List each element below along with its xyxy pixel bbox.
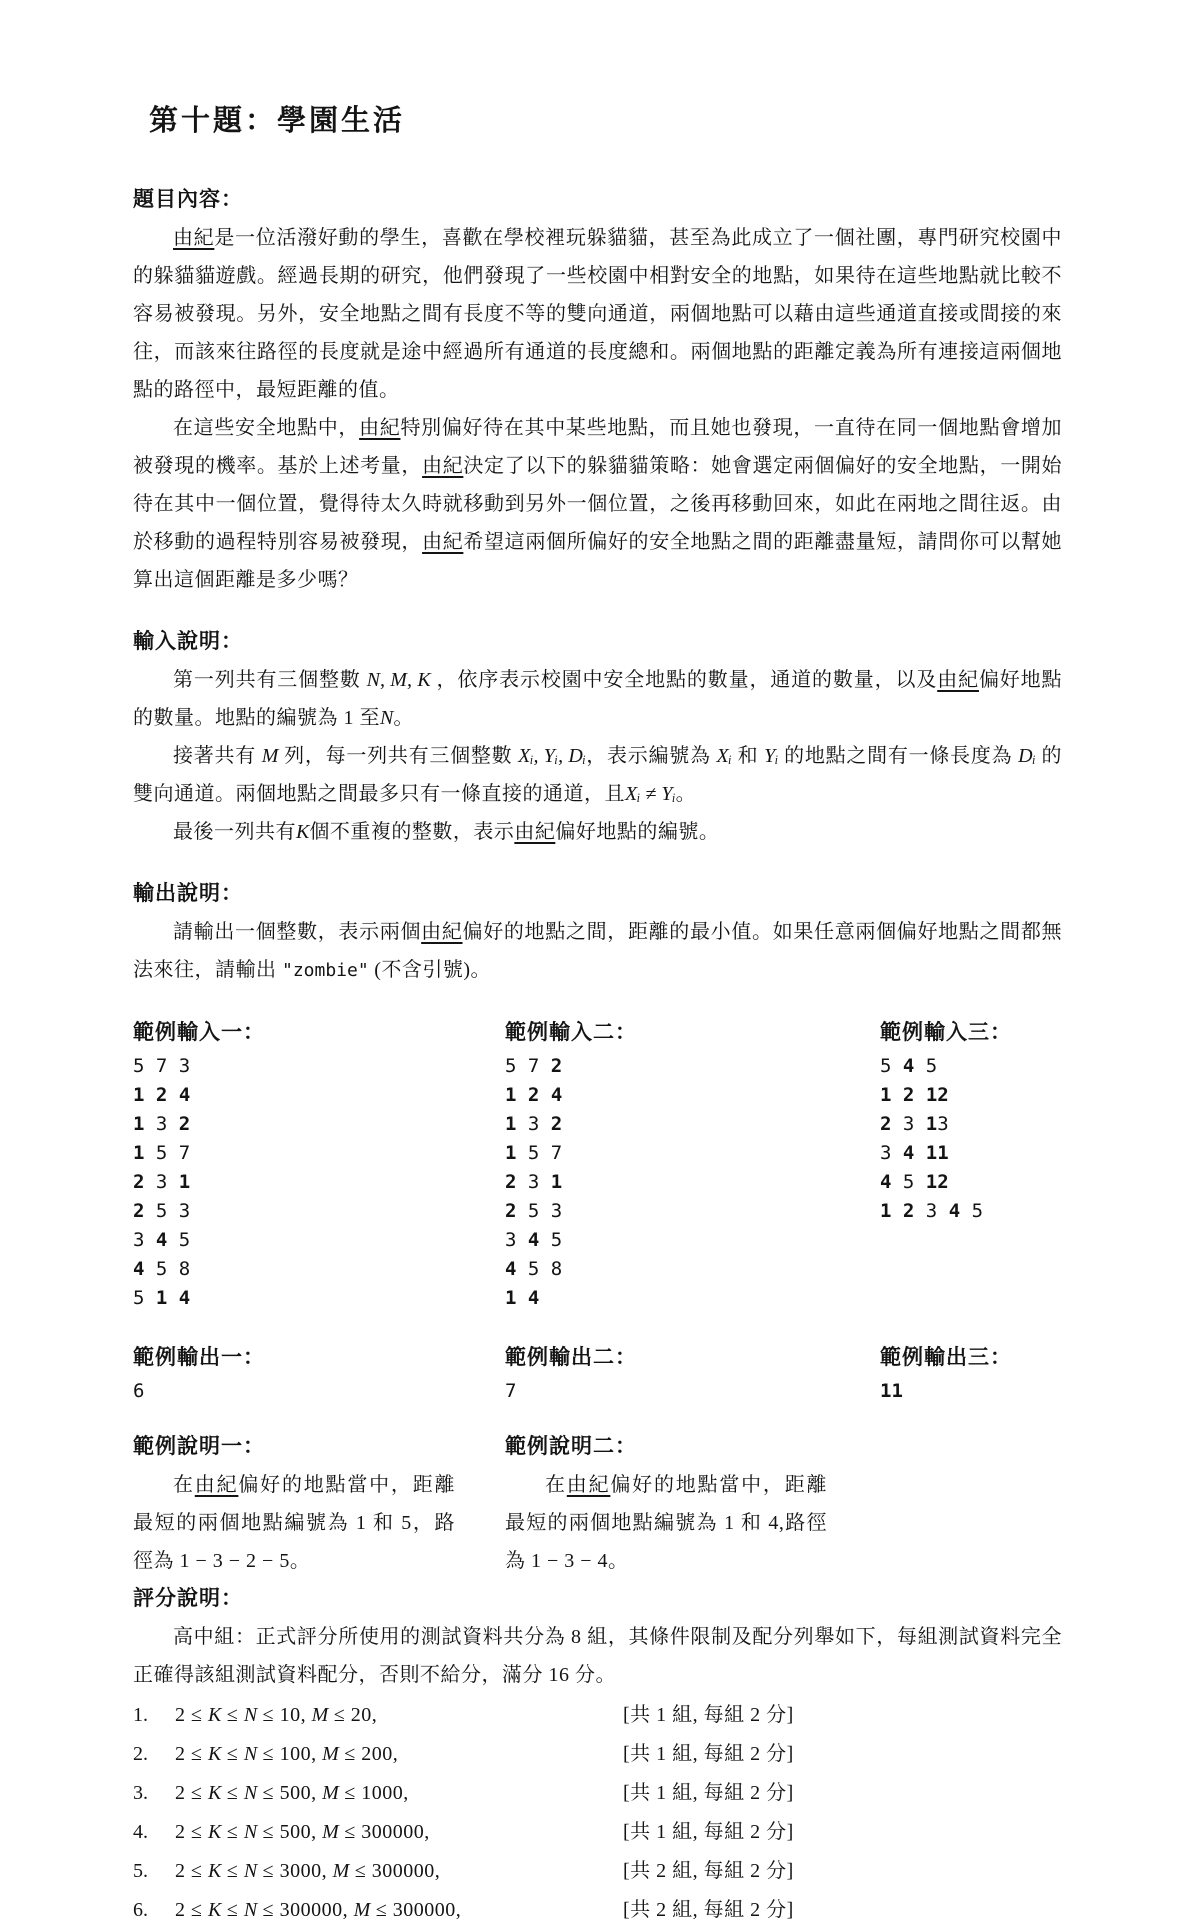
sample-code-line: 4 5 8 xyxy=(505,1258,563,1280)
scoring-item-number: 1. xyxy=(133,1704,148,1726)
sample-code-line: 3 4 11 xyxy=(880,1142,949,1164)
scoring-item-constraint: 2 ≤ K ≤ N ≤ 300000, M ≤ 300000, xyxy=(175,1899,462,1921)
sample-code-line: 1 2 4 xyxy=(133,1084,191,1106)
scoring-item-constraint: 2 ≤ K ≤ N ≤ 100, M ≤ 200, xyxy=(175,1743,399,1765)
scoring-intro: 高中組：正式評分所使用的測試資料共分為 8 組，其條件限制及配分列舉如下，每組測試資料完全正確得該組測試資料配分，否則不給分，滿分 16 分。 xyxy=(133,1626,1062,1686)
sample-note-2-text: 在由紀偏好的地點當中，距離最短的兩個地點編號為 1 和 4,路徑為 1 − 3 − 4。 xyxy=(505,1474,828,1572)
sample-note-1-text: 在由紀偏好的地點當中，距離最短的兩個地點編號為 1 和 5，路徑為 1 − 3 − 2 − 5。 xyxy=(133,1474,456,1572)
sample-note-1 xyxy=(133,1430,505,1580)
sample-code-line: 1 2 4 xyxy=(505,1084,563,1106)
sample-note-1-heading: 範例說明一： xyxy=(133,1434,265,1458)
sample-note-3-empty xyxy=(880,1430,1062,1580)
section-heading-scoring: 評分說明： xyxy=(133,1586,243,1610)
sample-code-line: 2 3 1 xyxy=(133,1171,191,1193)
scoring-item-number: 2. xyxy=(133,1743,148,1765)
input-paragraph-3: 最後一列共有K個不重複的整數，表示由紀偏好地點的編號。 xyxy=(173,821,720,843)
sample-code-line: 1 5 7 xyxy=(505,1142,563,1164)
section-output-spec xyxy=(133,877,1062,990)
sample-note-2 xyxy=(505,1430,880,1580)
sample-code-line: 1 2 3 4 5 xyxy=(880,1200,984,1222)
sample-code-line: 1 3 2 xyxy=(505,1113,563,1135)
sample-code-line: 4 5 8 xyxy=(133,1258,191,1280)
problem-paragraph-2: 在這些安全地點中，由紀特別偏好待在其中某些地點，而且她也發現，一直待在同一個地點會增加被發現的機率。基於上述考量，由紀決定了以下的躲貓貓策略：她會選定兩個偏好的安全地點，一開始待在其中一個位置，覺得待太久時就移動到另外一個位置，之後再移動回來，如此在兩地之間往返。由於移動的過程特別容易被發現，由紀希望這兩個所偏好的安全地點之間的距離盡量短，請問你可以幫她算出這個距離是多少嗎？ xyxy=(133,417,1063,591)
sample-input-2-code xyxy=(505,1052,880,1313)
sample-code-line: 2 5 3 xyxy=(505,1200,563,1222)
sample-code-line: 2 5 3 xyxy=(133,1200,191,1222)
scoring-item-constraint: 2 ≤ K ≤ N ≤ 500, M ≤ 1000, xyxy=(175,1782,409,1804)
problem-paragraph-1: 由紀是一位活潑好動的學生，喜歡在學校裡玩躲貓貓，甚至為此成立了一個社團，專門研究校園中的躲貓貓遊戲。經過長期的研究，他們發現了一些校園中相對安全的地點，如果待在這些地點就比較不容易被發現。另外，安全地點之間有長度不等的雙向通道，兩個地點可以藉由這些通道直接或間接的來往，而該來往路徑的長度就是途中經過所有通道的長度總和。兩個地點的距離定義為所有連接這兩個地點的路徑中，最短距離的值。 xyxy=(133,227,1063,401)
sample-code-line: 5 4 5 xyxy=(880,1055,938,1077)
scoring-item-points: [共 1 組, 每組 2 分] xyxy=(623,1782,794,1804)
scoring-item-number: 6. xyxy=(133,1899,148,1921)
section-heading-input: 輸入說明： xyxy=(133,629,243,653)
sample-input-3-heading: 範例輸入三： xyxy=(880,1020,1012,1044)
scoring-item-points: [共 2 組, 每組 2 分] xyxy=(623,1899,794,1921)
sample-code-line: 5 1 4 xyxy=(133,1287,191,1309)
sample-input-1 xyxy=(133,1016,505,1313)
scoring-item-points: [共 1 組, 每組 2 分] xyxy=(623,1704,794,1726)
sample-output-3-heading: 範例輸出三： xyxy=(880,1345,1012,1369)
section-heading-output: 輸出說明： xyxy=(133,881,243,905)
sample-code-line: 4 5 12 xyxy=(880,1171,949,1193)
sample-output-1-value: 6 xyxy=(133,1380,145,1402)
sample-note-2-heading: 範例說明二： xyxy=(505,1434,637,1458)
section-input-spec xyxy=(133,625,1062,851)
sample-input-3-code xyxy=(880,1052,1062,1226)
scoring-item-points: [共 2 組, 每組 2 分] xyxy=(623,1860,794,1882)
page-title: 第十題：學園生活 xyxy=(149,105,406,137)
scoring-item xyxy=(133,1735,1062,1774)
sample-code-line: 1 2 12 xyxy=(880,1084,949,1106)
section-scoring xyxy=(133,1582,1062,1930)
section-problem xyxy=(133,183,1062,599)
scoring-item-points: [共 1 組, 每組 2 分] xyxy=(623,1743,794,1765)
sample-code-line: 2 3 13 xyxy=(880,1113,949,1135)
sample-code-line: 3 4 5 xyxy=(133,1229,191,1251)
sample-input-3 xyxy=(880,1016,1062,1313)
input-paragraph-2: 接著共有 M 列，每一列共有三個整數 Xᵢ, Yᵢ, Dᵢ，表示編號為 Xᵢ 和 Yᵢ 的地點之間有一條長度為 Dᵢ 的雙向通道。兩個地點之間最多只有一條直接的通道，且Xᵢ ≠ Yᵢ。 xyxy=(133,745,1062,805)
sample-code-line: 1 4 xyxy=(505,1287,540,1309)
sample-code-line: 1 3 2 xyxy=(133,1113,191,1135)
sample-input-2 xyxy=(505,1016,880,1313)
sample-input-1-heading: 範例輸入一： xyxy=(133,1020,265,1044)
output-paragraph-1: 請輸出一個整數，表示兩個由紀偏好的地點之間，距離的最小值。如果任意兩個偏好地點之間都無法來往，請輸出 "zombie" (不含引號)。 xyxy=(133,921,1063,981)
sample-output-1-heading: 範例輸出一： xyxy=(133,1345,265,1369)
sample-notes-row xyxy=(133,1430,1062,1580)
sample-code-line: 3 4 5 xyxy=(505,1229,563,1251)
section-heading-problem: 題目內容： xyxy=(133,187,243,211)
sample-output-2-value: 7 xyxy=(505,1380,517,1402)
sample-code-line: 1 5 7 xyxy=(133,1142,191,1164)
scoring-item-constraint: 2 ≤ K ≤ N ≤ 3000, M ≤ 300000, xyxy=(175,1860,441,1882)
scoring-item xyxy=(133,1891,1062,1930)
sample-code-line: 5 7 2 xyxy=(505,1055,563,1077)
sample-code-line: 5 7 3 xyxy=(133,1055,191,1077)
scoring-item-constraint: 2 ≤ K ≤ N ≤ 500, M ≤ 300000, xyxy=(175,1821,430,1843)
sample-outputs-row xyxy=(133,1341,1062,1406)
sample-output-3 xyxy=(880,1341,1062,1406)
scoring-item-list xyxy=(133,1696,1062,1930)
scoring-item-number: 5. xyxy=(133,1860,148,1882)
sample-input-2-heading: 範例輸入二： xyxy=(505,1020,637,1044)
scoring-item-number: 3. xyxy=(133,1782,148,1804)
sample-code-line: 2 3 1 xyxy=(505,1171,563,1193)
sample-output-3-value: 11 xyxy=(880,1380,903,1402)
scoring-item xyxy=(133,1774,1062,1813)
sample-inputs-row xyxy=(133,1016,1062,1313)
sample-output-2 xyxy=(505,1341,880,1406)
scoring-item xyxy=(133,1696,1062,1735)
scoring-item-constraint: 2 ≤ K ≤ N ≤ 10, M ≤ 20, xyxy=(175,1704,378,1726)
scoring-item xyxy=(133,1852,1062,1891)
scoring-item-number: 4. xyxy=(133,1821,148,1843)
sample-input-1-code xyxy=(133,1052,505,1313)
sample-output-2-heading: 範例輸出二： xyxy=(505,1345,637,1369)
scoring-item xyxy=(133,1813,1062,1852)
scoring-item-points: [共 1 組, 每組 2 分] xyxy=(623,1821,794,1843)
sample-output-1 xyxy=(133,1341,505,1406)
input-paragraph-1: 第一列共有三個整數 N, M, K ，依序表示校園中安全地點的數量，通道的數量，以及由紀偏好地點的數量。地點的編號為 1 至N。 xyxy=(133,669,1063,729)
